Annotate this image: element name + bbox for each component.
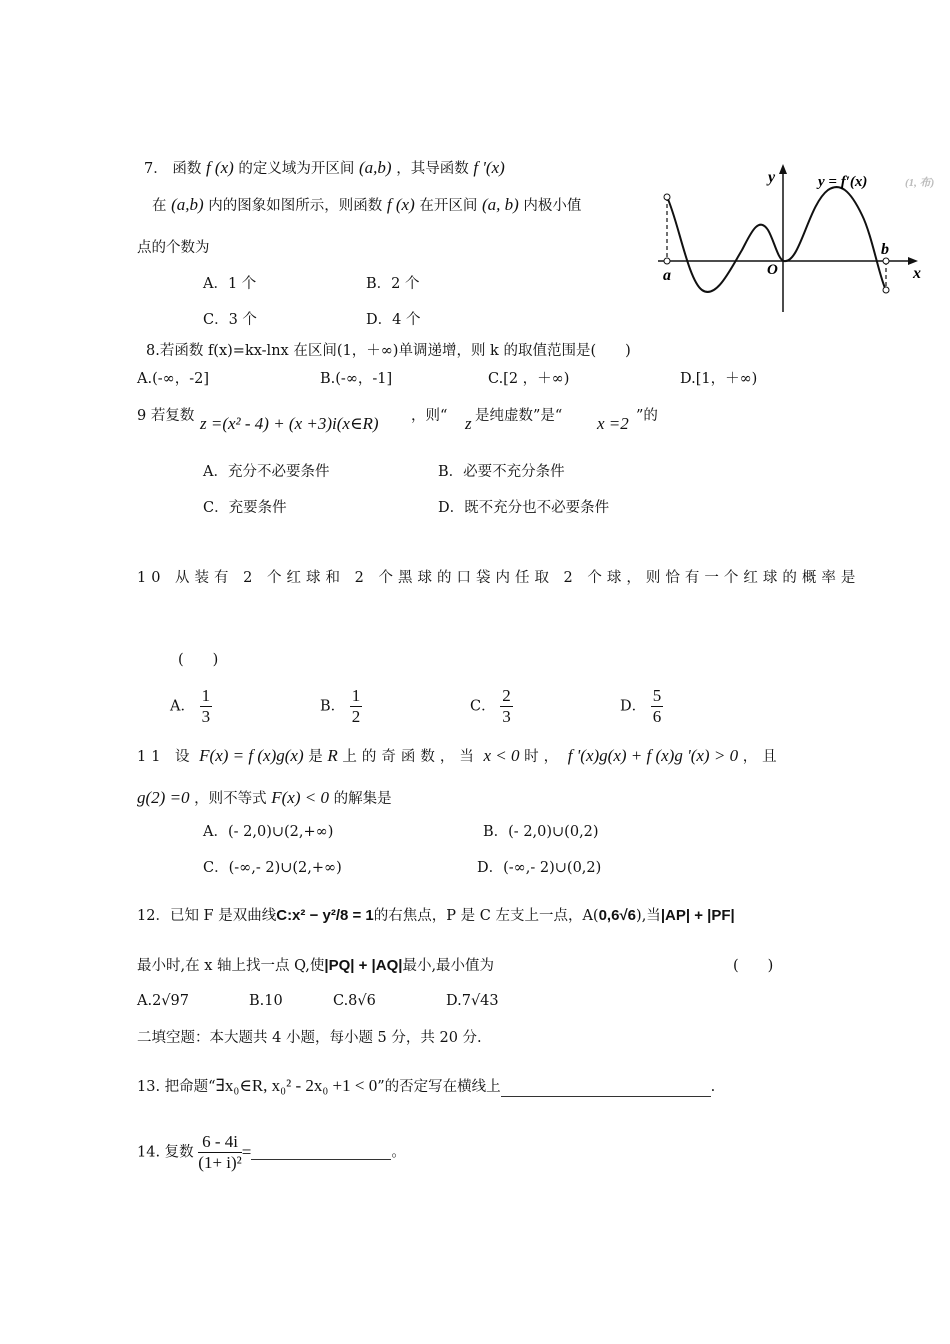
q11-text: 上的奇函数，当 bbox=[342, 749, 479, 765]
q10-option-d bbox=[620, 686, 663, 727]
q11-text: ，则不等式 bbox=[194, 791, 267, 807]
denominator: 3 bbox=[201, 707, 211, 726]
q9-text-c: 是纯虚数”是“ bbox=[475, 408, 563, 424]
q8-option-d: D.[1，＋∞) bbox=[680, 371, 758, 387]
q9-x-equals-2: x =2 bbox=[597, 414, 629, 433]
q14-equals: = bbox=[241, 1142, 252, 1162]
curve-label: y = f′(x) bbox=[818, 174, 868, 190]
q8-option-b: B.(-∞，-1] bbox=[320, 371, 393, 387]
q9-text-b: ，则“ bbox=[411, 408, 448, 424]
numerator: 1 bbox=[201, 686, 211, 705]
q12-line2 bbox=[137, 956, 494, 976]
fraction bbox=[651, 686, 664, 727]
graph-watermark: (1, 布) bbox=[905, 177, 935, 189]
q11-inequality: f '(x)g(x) + f (x)g '(x) > 0 bbox=[567, 746, 739, 765]
y-axis-label: y bbox=[768, 169, 776, 186]
q13-line bbox=[137, 1076, 715, 1097]
q12-hyperbola: C:x² − y²/8 = 1 bbox=[276, 907, 374, 924]
q7-interval: (a,b) bbox=[171, 195, 204, 214]
numerator: 2 bbox=[502, 686, 511, 705]
x-axis-label: x bbox=[913, 265, 921, 282]
q10-paren: ( ) bbox=[178, 652, 219, 668]
option-label: A． bbox=[170, 698, 195, 715]
q11-text: ，且 bbox=[742, 749, 782, 765]
q7-line1 bbox=[144, 158, 505, 179]
q11-option-a: A．(- 2,0)∪(2,+∞) bbox=[203, 824, 334, 840]
q13-text: 13. 把命题“ bbox=[137, 1079, 216, 1095]
q14-fraction bbox=[198, 1132, 241, 1173]
q13-proposition: ∃x₀∈R, x₀² - 2x₀ +1 < 0 bbox=[215, 1076, 378, 1095]
q12-ap-pf: |AP| + |PF| bbox=[660, 907, 735, 924]
q11-text: 的解集是 bbox=[333, 791, 392, 807]
a-label: a bbox=[663, 267, 671, 284]
q9-text-a: 9 若复数 bbox=[137, 408, 195, 424]
q7-number: 7． bbox=[144, 161, 168, 177]
q11-cond: x < 0 bbox=[483, 746, 520, 765]
q11-text: 时， bbox=[524, 749, 564, 765]
b-label: b bbox=[881, 241, 889, 258]
q11-option-b: B．(- 2,0)∪(0,2) bbox=[483, 824, 599, 840]
y-axis-arrow-icon bbox=[779, 164, 787, 174]
q9-option-b: B．必要不充分条件 bbox=[438, 464, 565, 480]
q7-fx: f (x) bbox=[386, 195, 415, 214]
q12-text: 最小时,在 x 轴上找一点 Q,使 bbox=[137, 958, 325, 974]
fraction bbox=[350, 686, 363, 727]
q7-line3: 点的个数为 bbox=[137, 240, 210, 256]
q11-Fx: F(x) < 0 bbox=[271, 788, 329, 807]
origin-label: O bbox=[767, 262, 778, 278]
q7-text: 内的图象如图所示，则函数 bbox=[208, 198, 383, 214]
q11-R: R bbox=[327, 746, 338, 765]
q7-interval: (a,b) bbox=[359, 158, 392, 177]
q7-text: 在 bbox=[152, 198, 167, 214]
q9-option-c: C．充要条件 bbox=[203, 500, 287, 516]
q12-text: ),当 bbox=[636, 908, 661, 924]
section-heading: 二填空题：本大题共 4 小题，每小题 5 分，共 20 分. bbox=[137, 1030, 482, 1046]
q12-option-a: A.2√97 bbox=[137, 993, 189, 1009]
q12-text: 的右焦点，P 是 C 左支上一点，A( bbox=[373, 908, 599, 924]
q7-fx: f (x) bbox=[205, 158, 234, 177]
q12-point-a: 0,6√6 bbox=[598, 907, 637, 924]
numerator: 5 bbox=[652, 686, 662, 705]
q10-option-b bbox=[320, 686, 362, 727]
q7-derivative: f '(x) bbox=[473, 158, 505, 177]
q13-text: . bbox=[710, 1079, 716, 1095]
fraction bbox=[500, 686, 513, 727]
option-label: D． bbox=[620, 698, 647, 715]
q10-option-a bbox=[170, 686, 212, 727]
q11-line1 bbox=[137, 746, 782, 767]
q7-interval: (a, b) bbox=[481, 195, 519, 214]
q10-option-c bbox=[470, 686, 513, 727]
q11-text: 11 设 bbox=[137, 749, 195, 765]
q7-derivative-graph bbox=[650, 160, 935, 320]
q12-option-b: B.10 bbox=[249, 993, 283, 1009]
q13-text: ”的否定写在横线上 bbox=[377, 1079, 501, 1095]
q13-answer-blank[interactable] bbox=[501, 1082, 711, 1097]
q12-pq-aq: |PQ| + |AQ| bbox=[324, 957, 403, 974]
q9-option-a: A．充分不必要条件 bbox=[203, 464, 330, 480]
denominator: (1+ i)² bbox=[198, 1153, 242, 1172]
b-axis-point bbox=[883, 258, 889, 264]
a-open-point bbox=[664, 194, 670, 200]
q11-F: F(x) = f (x)g(x) bbox=[199, 746, 304, 765]
q7-line2 bbox=[152, 195, 581, 216]
q12-line1 bbox=[137, 906, 735, 926]
fraction bbox=[200, 686, 213, 727]
q11-g2: g(2) =0 bbox=[137, 788, 190, 807]
option-label: C． bbox=[470, 698, 496, 715]
q8-text: 8.若函数 f(x)=kx-lnx 在区间(1，＋∞)单调递增，则 k 的取值范围是( ) bbox=[146, 343, 631, 359]
q7-text: 在开区间 bbox=[419, 198, 478, 214]
q12-text: 12．已知 F 是双曲线 bbox=[137, 908, 277, 924]
q9-complex-z: z =(x² - 4) + (x +3)i(x∈R) bbox=[200, 414, 379, 433]
q9-text-d: ”的 bbox=[636, 408, 658, 424]
q11-option-d: D．(-∞,- 2)∪(0,2) bbox=[477, 860, 602, 876]
q11-line2 bbox=[137, 788, 392, 809]
q7-option-b: B．2 个 bbox=[366, 276, 420, 292]
denominator: 6 bbox=[652, 707, 662, 726]
q14-answer-blank[interactable] bbox=[251, 1145, 391, 1160]
q8-option-a: A.(-∞，-2] bbox=[137, 371, 209, 387]
denominator: 2 bbox=[351, 707, 361, 726]
q7-text: 函数 bbox=[172, 161, 202, 177]
q14-text: 14. 复数 bbox=[137, 1144, 194, 1161]
q12-option-d: D.7√43 bbox=[446, 993, 499, 1009]
q11-text: 是 bbox=[308, 749, 323, 765]
q8-option-c: C.[2 ，＋∞) bbox=[488, 371, 570, 387]
denominator: 3 bbox=[502, 707, 511, 726]
numerator: 1 bbox=[351, 686, 361, 705]
q7-option-c: C．3 个 bbox=[203, 312, 257, 328]
q14-text: 。 bbox=[391, 1144, 406, 1161]
q12-text: 最小,最小值为 bbox=[402, 958, 495, 974]
q9-z: z bbox=[465, 414, 472, 433]
b-open-point bbox=[883, 287, 889, 293]
option-label: B． bbox=[320, 698, 346, 715]
q12-option-c: C.8√6 bbox=[333, 993, 376, 1009]
a-axis-point bbox=[664, 258, 670, 264]
q12-paren: ( ) bbox=[733, 958, 774, 974]
q11-option-c: C．(-∞,- 2)∪(2,+∞) bbox=[203, 860, 342, 876]
q7-option-a: A．1 个 bbox=[203, 276, 257, 292]
numerator: 6 - 4i bbox=[198, 1132, 241, 1153]
q10-text: 10 从装有 2 个红球和 2 个黑球的口袋内任取 2 个球，则恰有一个红球的概率是 bbox=[137, 570, 861, 586]
q7-text: ，其导函数 bbox=[396, 161, 469, 177]
q9-option-d: D．既不充分也不必要条件 bbox=[438, 500, 610, 516]
q7-text: 内极小值 bbox=[523, 198, 582, 214]
q14-line bbox=[137, 1132, 406, 1173]
q7-option-d: D．4 个 bbox=[366, 312, 421, 328]
q7-text: 的定义域为开区间 bbox=[238, 161, 355, 177]
x-axis-arrow-icon bbox=[908, 257, 918, 265]
